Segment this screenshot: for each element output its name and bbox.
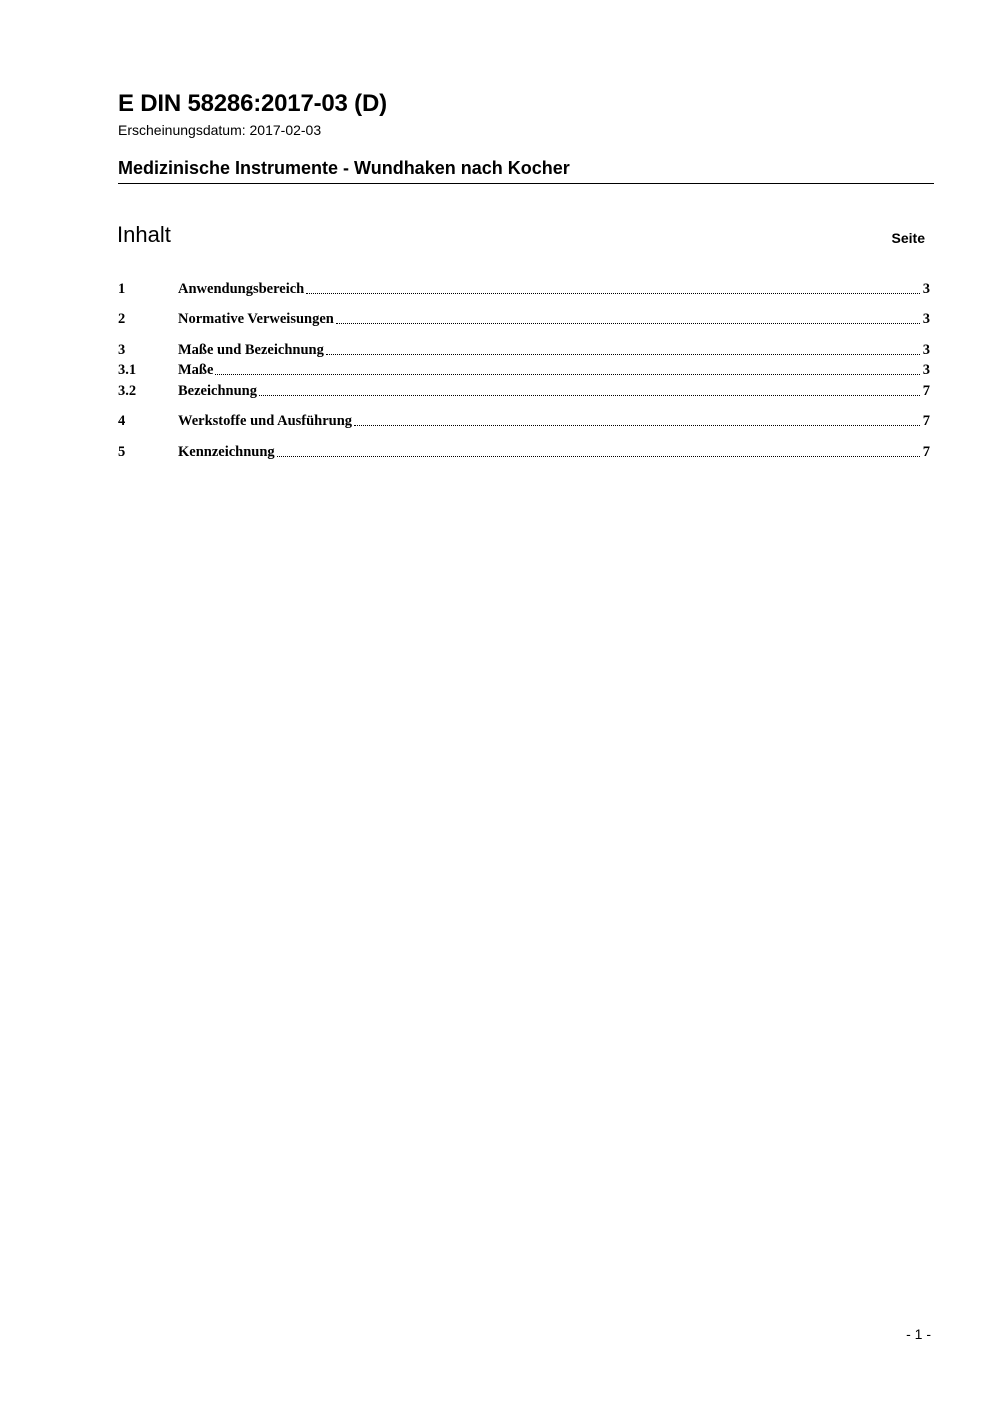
toc-entry-page: 3 [922,342,930,358]
toc-leader-dots [326,354,920,355]
toc-leader-dots [215,374,920,375]
toc-leader-dots [336,323,920,324]
toc-heading: Inhalt [117,222,171,247]
toc-leader-dots [354,425,920,426]
toc-entry-label: Bezeichnung [178,383,257,399]
page-number: - 1 - [906,1326,931,1342]
document-title: Medizinische Instrumente - Wundhaken nach Kocher [118,158,570,178]
toc-entry-label: Kennzeichnung [178,444,275,460]
toc-entry[interactable] [118,382,930,400]
toc-entry-page: 7 [922,413,930,429]
toc-entry[interactable] [118,361,930,379]
toc-page-column-label: Seite [891,230,925,246]
toc-entry-page: 7 [922,383,930,399]
toc-entry[interactable] [118,310,930,328]
toc-entry-page: 3 [922,281,930,297]
toc-entry-number: 1 [118,281,126,297]
toc-entry-label: Anwendungsbereich [178,281,305,297]
toc-entry-number: 3.1 [118,362,137,378]
toc-entry-number: 3.2 [118,383,137,399]
toc-entry[interactable] [118,280,930,298]
toc-entry-page: 3 [922,362,930,378]
toc-entry-label: Werkstoffe und Ausführung [178,413,353,429]
toc-leader-dots [306,293,920,294]
document-id: E DIN 58286:2017-03 (D) [118,90,387,117]
toc-entry-page: 7 [922,444,930,460]
toc-entry-number: 4 [118,413,126,429]
toc-entry-label: Maße [178,362,214,378]
toc-entry-number: 2 [118,311,126,327]
toc-entry-label: Normative Verweisungen [178,311,334,327]
toc-entry[interactable] [118,412,930,430]
publication-date: Erscheinungsdatum: 2017-02-03 [118,122,322,138]
toc-entry-label: Maße und Bezeichnung [178,342,324,358]
toc-leader-dots [259,395,920,396]
toc-leader-dots [277,456,920,457]
toc-entry-number: 3 [118,342,126,358]
toc-entry-page: 3 [922,311,930,327]
toc-entry[interactable] [118,443,930,461]
toc-entry[interactable] [118,341,930,359]
title-divider [118,183,934,184]
toc-entry-number: 5 [118,444,126,460]
